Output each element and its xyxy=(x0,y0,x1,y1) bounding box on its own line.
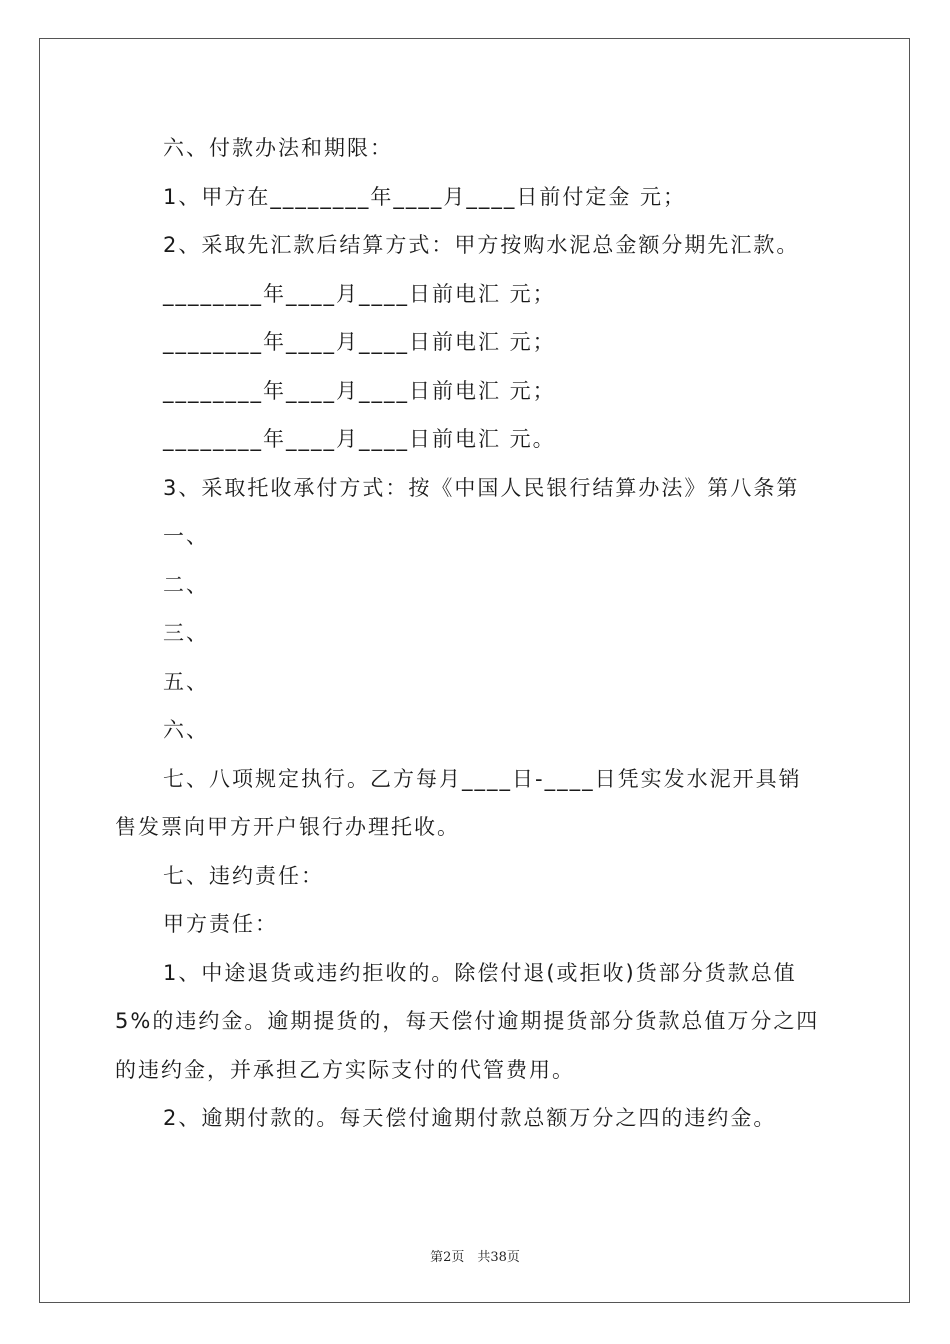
list-item: 五、 xyxy=(163,669,209,694)
paragraph-line: ________年____月____日前电汇 元。 xyxy=(163,427,556,451)
paragraph-line: ________年____月____日前电汇 元； xyxy=(163,330,556,354)
paragraph-line: 的违约金，并承担乙方实际支付的代管费用。 xyxy=(115,1057,575,1082)
paragraph-line: 2、逾期付款的。每天偿付逾期付款总额万分之四的违约金。 xyxy=(163,1106,777,1130)
paragraph-line: ________年____月____日前电汇 元； xyxy=(163,378,556,403)
paragraph-line: 售发票向甲方开户银行办理托收。 xyxy=(115,815,460,839)
paragraph-line: 1、甲方在________年____月____日前付定金 元； xyxy=(163,184,687,209)
paragraph-line: 2、采取先汇款后结算方式：甲方按购水泥总金额分期先汇款。 xyxy=(163,233,800,257)
list-item: 六、 xyxy=(163,718,209,742)
list-item: 三、 xyxy=(163,621,209,645)
document-body xyxy=(115,124,835,1143)
paragraph-line: 5%的违约金。逾期提货的，每天偿付逾期提货部分货款总值万分之四 xyxy=(115,1009,820,1033)
paragraph-line: 七、八项规定执行。乙方每月____日-____日凭实发水泥开具销 xyxy=(163,766,802,791)
paragraph-line: 3、采取托收承付方式：按《中国人民银行结算办法》第八条第 xyxy=(163,475,800,500)
section-heading-liability: 七、违约责任： xyxy=(163,863,324,888)
section-heading-payment: 六、付款办法和期限： xyxy=(163,136,393,160)
subheading-party-a: 甲方责任： xyxy=(163,912,278,936)
paragraph-line: ________年____月____日前电汇 元； xyxy=(163,281,556,306)
paragraph-line: 1、中途退货或违约拒收的。除偿付退(或拒收)货部分货款总值 xyxy=(163,960,797,985)
page-footer: 第2页 共38页 xyxy=(430,1250,520,1265)
list-item: 二、 xyxy=(163,572,209,597)
list-item: 一、 xyxy=(163,524,209,548)
